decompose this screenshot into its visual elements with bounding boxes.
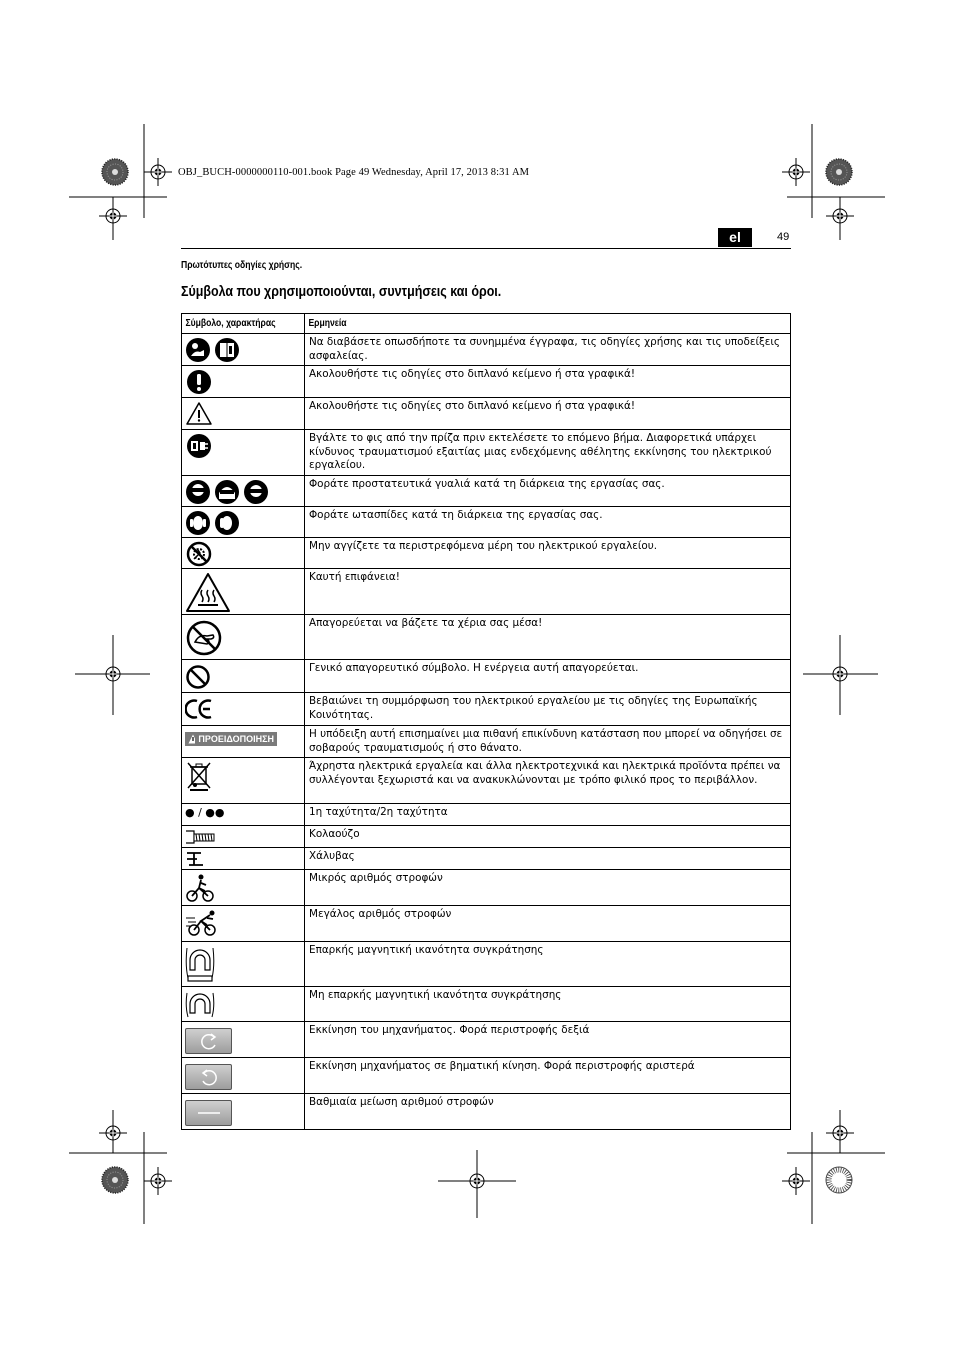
column-header-symbol: Σύμβολο, χαρακτήρας bbox=[182, 314, 305, 334]
row-meaning: Μην αγγίζετε τα περιστρεφόμενα μέρη του ηλεκτρικού εργαλείου. bbox=[305, 538, 791, 569]
column-header-meaning: Ερμηνεία bbox=[305, 314, 791, 334]
steel-icon bbox=[185, 851, 205, 867]
row-meaning: Επαρκής μαγνητική ικανότητα συγκράτησης bbox=[305, 942, 791, 987]
table-row bbox=[182, 848, 791, 870]
document-subtitle: Πρωτότυπες οδηγίες χρήσης. bbox=[181, 260, 303, 271]
speed-minus-button-icon bbox=[185, 1100, 232, 1126]
table-row bbox=[182, 476, 791, 507]
table-row bbox=[182, 569, 791, 615]
row-meaning: Χάλυβας bbox=[305, 848, 791, 870]
table-row bbox=[182, 1058, 791, 1094]
row-meaning: Βαθμιαία μείωση αριθμού στροφών bbox=[305, 1094, 791, 1130]
table-row bbox=[182, 987, 791, 1022]
warning-triangle-small-icon bbox=[188, 734, 195, 744]
warning-triangle-icon bbox=[185, 401, 213, 427]
row-meaning: Μη επαρκής μαγνητική ικανότητα συγκράτησης bbox=[305, 987, 791, 1022]
row-meaning: Μεγάλος αριθμός στροφών bbox=[305, 906, 791, 942]
row-meaning: Βεβαιώνει τη συμμόρφωση του ηλεκτρικού εργαλείου με τις οδηγίες της Ευρωπαϊκής Κοινότητας. bbox=[305, 693, 791, 726]
table-row bbox=[182, 758, 791, 804]
row-meaning: Ακολουθήστε τις οδηγίες στο διπλανό κείμενο ή στα γραφικά! bbox=[305, 366, 791, 398]
table-row bbox=[182, 615, 791, 660]
warning-badge-label: ΠΡΟΕΙΔΟΠΟΙΗΣΗ bbox=[198, 734, 274, 744]
ear-protection-icon bbox=[185, 510, 243, 536]
rotate-left-icon bbox=[198, 1067, 220, 1087]
row-meaning: Εκκίνηση του μηχανήματος. Φορά περιστροφής δεξιά bbox=[305, 1022, 791, 1058]
table-row bbox=[182, 398, 791, 430]
row-meaning: Εκκίνηση μηχανήματος σε βηματική κίνηση. Φορά περιστροφής αριστερά bbox=[305, 1058, 791, 1094]
table-row bbox=[182, 366, 791, 398]
row-meaning: Άχρηστα ηλεκτρικά εργαλεία και άλλα ηλεκτροτεχνικά και ηλεκτρικά προϊόντα πρέπει να συλλέγονται ξεχωριστά και να ανακυκλώνονται με τρόπο φιλικό προς το περιβάλλον. bbox=[305, 758, 791, 804]
row-meaning: Ακολουθήστε τις οδηγίες στο διπλανό κείμενο ή στα γραφικά! bbox=[305, 398, 791, 430]
hot-surface-icon bbox=[185, 572, 231, 614]
row-meaning: Κολαούζο bbox=[305, 826, 791, 848]
table-row bbox=[182, 693, 791, 726]
row-meaning: Να διαβάσετε οπωσδήποτε τα συνημμένα έγγραφα, τις οδηγίες χρήσης και τις υποδείξεις ασφαλείας. bbox=[305, 334, 791, 366]
row-meaning: Φοράτε προστατευτικά γυαλιά κατά τη διάρκεια της εργασίας σας. bbox=[305, 476, 791, 507]
book-file-line: OBJ_BUCH-0000000110-001.book Page 49 Wednesday, April 17, 2013 8:31 AM bbox=[178, 167, 530, 178]
table-row bbox=[182, 507, 791, 538]
language-badge: el bbox=[718, 228, 752, 247]
no-hands-icon bbox=[185, 618, 225, 658]
magnet-insufficient-icon bbox=[185, 990, 215, 1020]
table-row bbox=[182, 430, 791, 476]
ce-mark-icon bbox=[185, 696, 215, 722]
start-right-button-icon bbox=[185, 1028, 232, 1054]
page-number: 49 bbox=[777, 231, 790, 243]
table-row bbox=[182, 826, 791, 848]
table-row bbox=[182, 804, 791, 826]
core-drill-icon bbox=[185, 829, 219, 845]
table-row bbox=[182, 1022, 791, 1058]
start-left-button-icon bbox=[185, 1064, 232, 1090]
table-row bbox=[182, 942, 791, 987]
safety-goggles-icon bbox=[185, 479, 271, 505]
no-touch-rotating-icon bbox=[185, 541, 213, 567]
table-header-row bbox=[182, 314, 791, 334]
unplug-icon bbox=[185, 433, 213, 459]
table-row bbox=[182, 660, 791, 693]
warning-badge-icon bbox=[185, 732, 277, 746]
table-row bbox=[182, 906, 791, 942]
table-row bbox=[182, 1094, 791, 1130]
row-meaning: 1η ταχύτητα/2η ταχύτητα bbox=[305, 804, 791, 826]
bike-fast-icon bbox=[185, 909, 219, 939]
row-meaning: Καυτή επιφάνεια! bbox=[305, 569, 791, 615]
row-meaning: Η υπόδειξη αυτή επισημαίνει μια πιθανή επικίνδυνη κατάσταση που μπορεί να οδηγήσει σε σοβαρούς τραυματισμούς ή στο θάνατο. bbox=[305, 726, 791, 758]
row-meaning: Γενικό απαγορευτικό σύμβολο. Η ενέργεια αυτή απαγορεύεται. bbox=[305, 660, 791, 693]
rotate-right-icon bbox=[198, 1031, 220, 1051]
table-row bbox=[182, 726, 791, 758]
symbols-table bbox=[181, 313, 791, 1130]
table-row bbox=[182, 870, 791, 906]
table-row bbox=[182, 334, 791, 366]
row-meaning: Μικρός αριθμός στροφών bbox=[305, 870, 791, 906]
header-rule bbox=[181, 248, 791, 249]
speed-dots-icon: ● / ●● bbox=[185, 806, 225, 819]
row-meaning: Φοράτε ωτασπίδες κατά τη διάρκεια της εργασίας σας. bbox=[305, 507, 791, 538]
minus-icon bbox=[196, 1110, 222, 1116]
weee-bin-icon bbox=[185, 761, 213, 791]
row-meaning: Απαγορεύεται να βάζετε τα χέρια σας μέσα! bbox=[305, 615, 791, 660]
prohibition-icon bbox=[185, 663, 213, 691]
read-manual-icon bbox=[185, 337, 245, 363]
exclamation-circle-icon bbox=[185, 369, 213, 395]
bike-slow-icon bbox=[185, 873, 215, 903]
section-title: Σύμβολα που χρησιμοποιούνται, συντμήσεις και όροι. bbox=[181, 284, 502, 300]
magnet-sufficient-icon bbox=[185, 945, 215, 983]
table-row bbox=[182, 538, 791, 569]
row-meaning: Βγάλτε το φις από την πρίζα πριν εκτελέσετε το επόμενο βήμα. Διαφορετικά υπάρχει κίνδυνος τραυματισμού εξαιτίας μιας ενδεχόμενης αθέλητης εκκίνησης του ηλεκτρικού εργαλείου. bbox=[305, 430, 791, 476]
